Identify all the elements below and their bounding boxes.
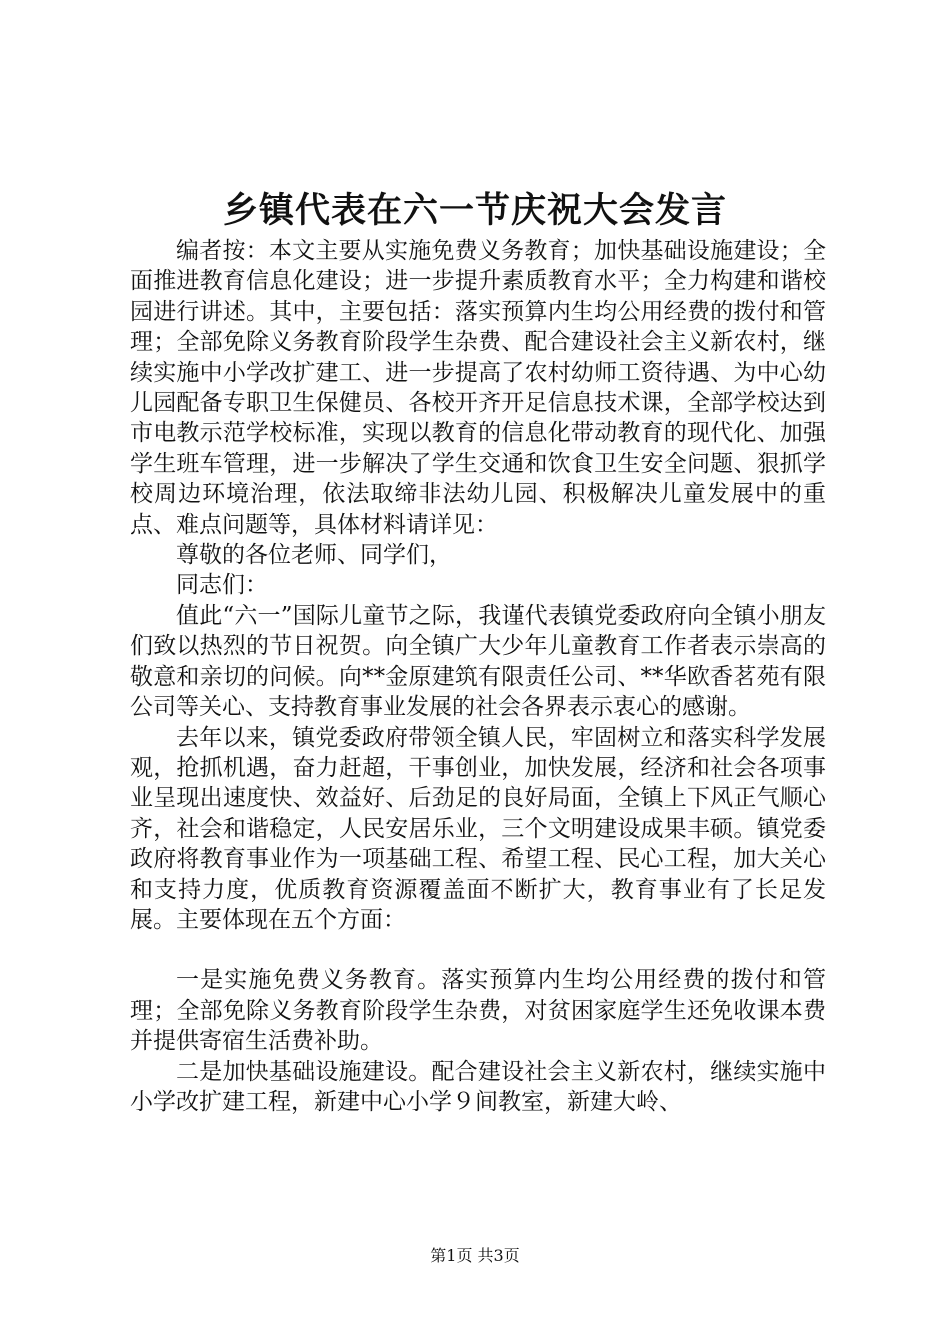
salutation-line: 同志们： (176, 572, 268, 599)
body-paragraph: 二是加快基础设施建设。配合建设社会主义新农村，继续实施中小学改扩建工程，新建中心小学９间教室，新建大岭、 (130, 1058, 826, 1115)
body-paragraph: 去年以来，镇党委政府带领全镇人民，牢固树立和落实科学发展观，抢抓机遇，奋力赶超，干事创业，加快发展，经济和社会各项事业呈现出速度快、效益好、后劲足的良好局面，全镇上下风正气顺心齐，社会和谐稳定，人民安居乐业，三个文明建设成果丰硕。镇党委政府将教育事业作为一项基础工程、希望工程、民心工程，加大关心和支持力度，优质教育资源覆盖面不断扩大，教育事业有了长足发展。主要体现在五个方面： (130, 724, 826, 933)
document-body (130, 236, 826, 1117)
document-title: 乡镇代表在六一节庆祝大会发言 (222, 190, 727, 231)
editor-note-paragraph: 编者按：本文主要从实施免费义务教育；加快基础设施建设；全面推进教育信息化建设；进一步提升素质教育水平；全力构建和谐校园进行讲述。其中，主要包括：落实预算内生均公用经费的拨付和管理；全部免除义务教育阶段学生杂费、配合建设社会主义新农村，继续实施中小学改扩建工、进一步提高了农村幼师工资待遇、为中心幼儿园配备专职卫生保健员、各校开齐开足信息技术课，全部学校达到市电教示范学校标准，实现以教育的信息化带动教育的现代化、加强学生班车管理，进一步解决了学生交通和饮食卫生安全问题、狠抓学校周边环境治理，依法取缔非法幼儿园、积极解决儿童发展中的重点、难点问题等，具体材料请详见： (130, 238, 826, 538)
salutation-line: 尊敬的各位老师、同学们， (176, 542, 452, 569)
page-number: 第1页 共3页 (430, 1246, 520, 1265)
body-paragraph: 一是实施免费义务教育。落实预算内生均公用经费的拨付和管理；全部免除义务教育阶段学生杂费，对贫困家庭学生还免收课本费并提供寄宿生活费补助。 (130, 967, 826, 1055)
body-paragraph: 值此“六一”国际儿童节之际，我谨代表镇党委政府向全镇小朋友们致以热烈的节日祝贺。向全镇广大少年儿童教育工作者表示崇高的敬意和亲切的问候。向**金原建筑有限责任公司、**华欧香茗苑有限公司等关心、支持教育事业发展的社会各界表示衷心的感谢。 (130, 602, 826, 721)
